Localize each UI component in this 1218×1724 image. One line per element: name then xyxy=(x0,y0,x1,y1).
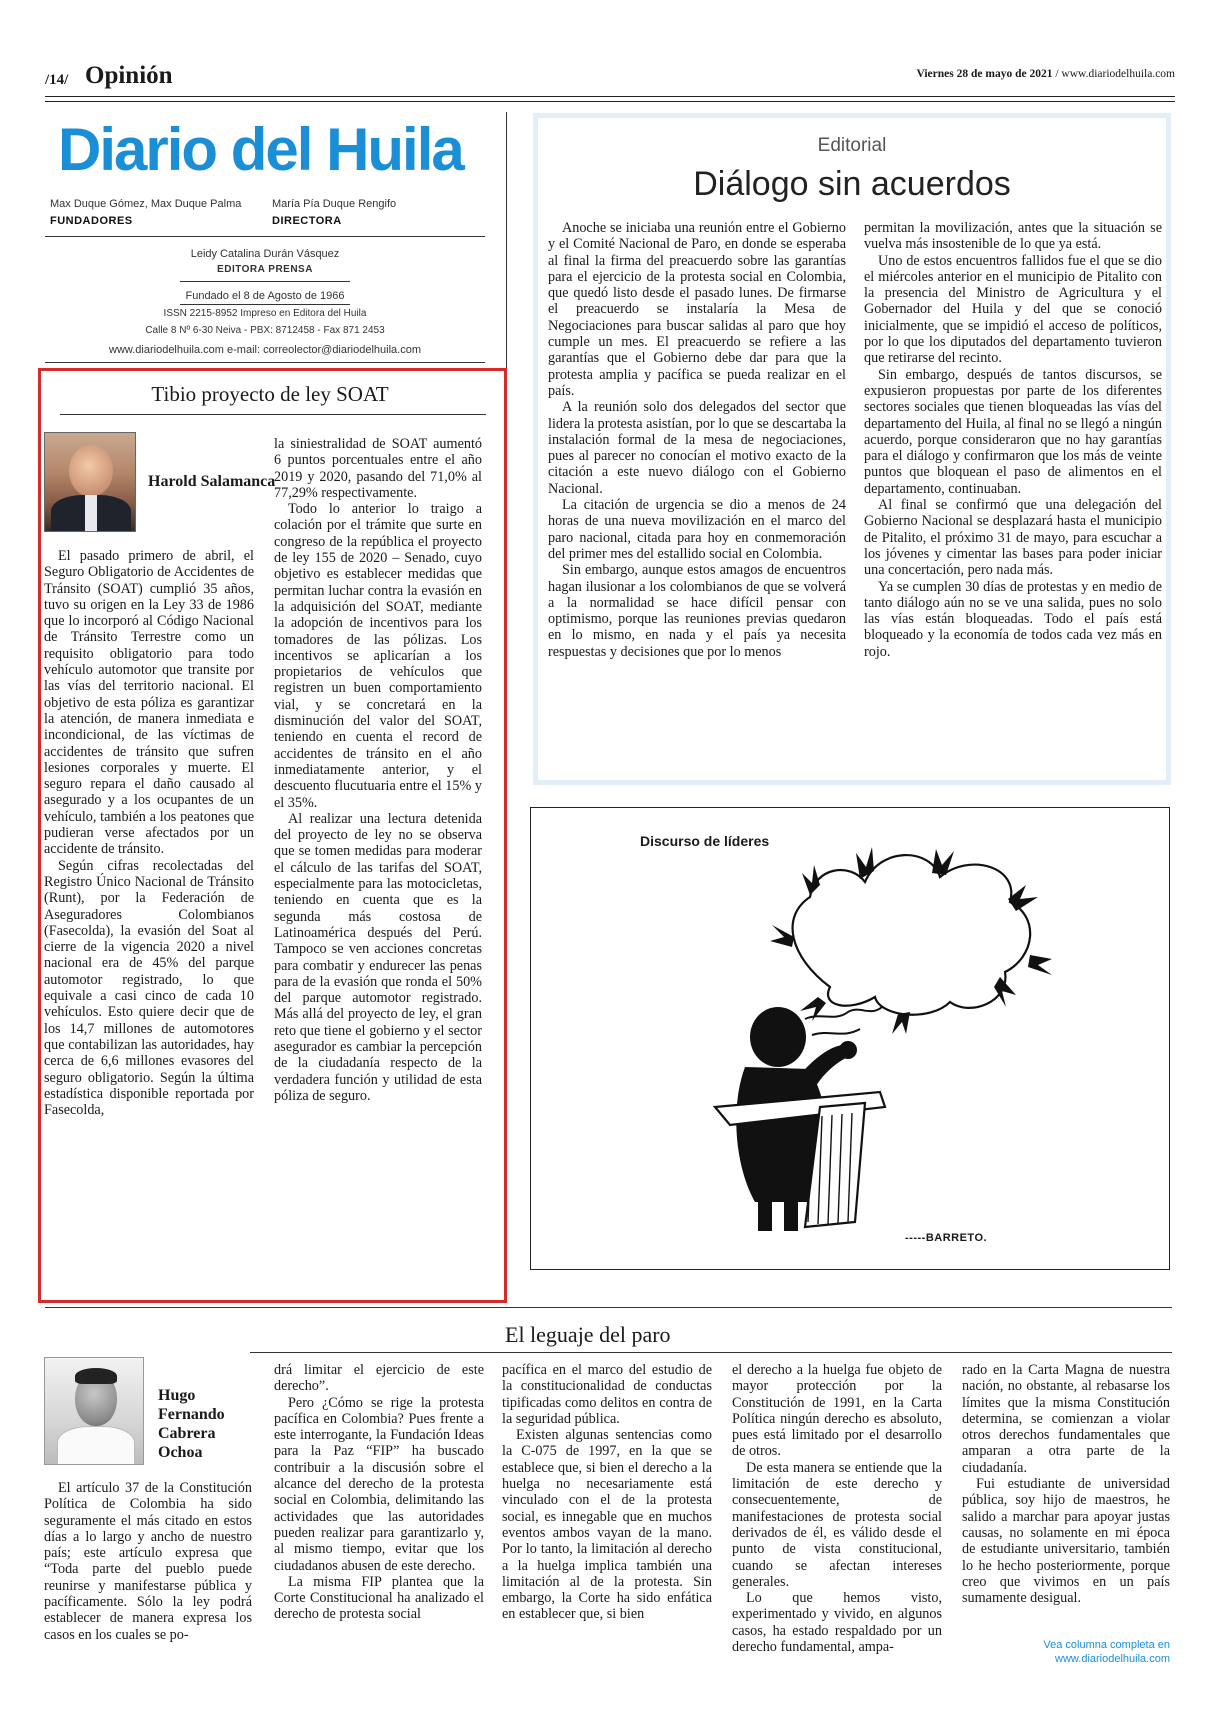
cartoon-title: Discurso de líderes xyxy=(640,833,770,849)
bottom-text-col2: drá limitar el ejercicio de este derecho”. Pero ¿Cómo se rige la protesta pacífica en Colombia? Pues frente a este interrogante, la Fundación Ideas para la Paz “FIP” ha buscado contribuir a la discusión sobre el alcance del derecho de la protesta social en Colombia, delimitando las actividades que las autoridades pueden realizar para garantizarlo y, al mismo tiempo, evitar que los ciudadanos abusen de este derecho. La misma FIP plantea que la Corte Constitucional ha analizado el derecho de protesta social xyxy=(274,1362,484,1623)
cartoon-drawing xyxy=(530,807,1170,1270)
founders-role: FUNDADORES xyxy=(50,215,133,227)
section-title: Opinión xyxy=(85,62,173,89)
column-text-col1: El pasado primero de abril, el Seguro Obligatorio de Accidentes de Tránsito (SOAT) cumplió 35 años, tuvo su origen en la Ley 33 de 1986 que lo incorporó al Código Nacional de Tránsito Terrestre como un requisito obligatorio para todo vehículo automotor que transite por las vías del territorio nacional. El objetivo de esta póliza es garantizar la atención, de manera inmediata e incondicional, de las víctimas de accidentes de tránsito que sufren lesiones corporales y muerte. El seguro repara el daño causado al asegurado y a los ocupantes de un vehículo, también a los peatones que pudieran verse afectados por un accidente de tránsito. Según cifras recolectadas del Registro Único Nacional de Tránsito (Runt), por la Federación de Aseguradores Colombianos (Fasecolda), la evasión del Soat al cierre de la vigencia 2020 a nivel nacional era de 45% del parque automotor registrado, lo que equivale a casi cinco de cada 10 vehículos. Esto quiere decir que de los 14,7 millones de automotores que contabilizan las autoridades, hay cerca de 6,6 millones evasores del seguro obligatorio. Según la última estadística disponible reportada por Fasecolda, xyxy=(44,548,254,1119)
editorial-title: Diálogo sin acuerdos xyxy=(693,165,1011,203)
editor-role: EDITORA PRENSA xyxy=(217,264,313,275)
author-photo-bw xyxy=(44,1357,144,1465)
issn: ISSN 2215-8952 Impreso en Editora del Huila xyxy=(163,308,367,319)
director-role: DIRECTORA xyxy=(272,215,342,227)
bottom-author: Hugo Fernando Cabrera Ochoa xyxy=(158,1387,225,1461)
cartoon-signature: -----BARRETO. xyxy=(905,1232,988,1244)
full-column-link[interactable]: Vea columna completa en www.diariodelhuila.com xyxy=(1043,1639,1170,1665)
editor-rule xyxy=(180,281,350,282)
director-name: María Pía Duque Rengifo xyxy=(272,198,397,210)
bottom-text-col3: pacífica en el marco del estudio de la constitucionalidad de conductas tipificadas como delitos en contra de la seguridad pública. Existen algunas sentencias como la C-075 de 1997, en la que se establece que, si bien el derecho a la huelga no necesariamente está vinculado con el de la protesta social, es innegable que en muchos eventos ambos vayan de la mano. Por lo tanto, la limitación al derecho a la huelga implica también una limitación al de la protesta. Sin embargo, la Corte ha sido enfática en establecer que, si bien xyxy=(502,1362,712,1623)
founders-names: Max Duque Gómez, Max Duque Palma xyxy=(50,198,242,210)
editorial-kicker: Editorial xyxy=(817,135,887,156)
bottom-text-col4: el derecho a la huelga fue objeto de mayor protección por la Constitución de 1991, en la Carta Política ningún derecho es absoluto, pues está limitado por el desarrollo de otros. De esta manera se entiende que la limitación de este derecho y consecuentemente, de manifestaciones de protesta social derivados de él, es válido desde el punto de vista constitucional, cuando se afectan intereses generales. Lo que hemos visto, experimentado y vivido, en algunos casos, ha estado respaldado por un derecho fundamental, ampa- xyxy=(732,1362,942,1656)
page-number: /14/ xyxy=(45,72,69,88)
column-title: Tibio proyecto de ley SOAT xyxy=(151,382,389,406)
bottom-text-col5: rado en la Carta Magna de nuestra nación, no obstante, al rebasarse los límites que la misma Constitución determina, se comienzan a violar otros derechos fundamentales que amparan a otra parte de la ciudadanía. Fui estudiante de universidad pública, soy hijo de maestros, he salido a marchar para apoyar justas causas, no solamente en mi época de estudiante universitario, también lo he hecho posteriormente, porque creo que vivimos en un país sumamente desigual. xyxy=(962,1362,1170,1607)
website-link[interactable]: www.diariodelhuila.com xyxy=(1061,68,1175,80)
dateline: Viernes 28 de mayo de 2021 / www.diariodelhuila.com xyxy=(916,68,1175,80)
bottom-text-col1: El artículo 37 de la Constitución Política de Colombia ha sido seguramente el más citado en estos días a lo largo y ancho de nuestro país; este artículo expresa que “Toda parte del pueblo puede reunirse y manifestarse pública y pacíficamente. Sólo la ley podrá establecer de manera expresa los casos en los cuales se po- xyxy=(44,1480,252,1643)
masthead-bottom-rule xyxy=(45,362,485,363)
column-author: Harold Salamanca xyxy=(148,473,276,490)
page-header xyxy=(45,62,1175,96)
column-title-rule xyxy=(60,414,486,415)
bottom-section-rule xyxy=(45,1307,1172,1308)
founded-date: Fundado el 8 de Agosto de 1966 xyxy=(185,290,345,302)
masthead-rule xyxy=(45,236,485,237)
editor-name: Leidy Catalina Durán Vásquez xyxy=(190,248,340,260)
author-photo xyxy=(44,432,136,532)
founded-rule xyxy=(180,304,350,305)
editorial-text-col2: permitan la movilización, antes que la situación se vuelva más insostenible de lo que ya está. Uno de estos encuentros fallidos fue el que se dio el miércoles anterior en el municipio de Pitalito con la presencia del Ministro de Agricultura y el Gobernador del Huila y del que se conoció inicialmente, que se impidió el acceso de políticos, por lo que los diputados del departamento tuvieron que retirarse del recinto. Sin embargo, después de tantos discursos, se expusieron propuestas por parte de los diferentes sectores sociales que tienen bloqueadas las vías del departamento del Huila, al final no se llegó a ningún acuerdo, porque consideraron que no hay garantías para el diálogo y confirmaron que los más de veinte puntos que bloquean el paso de alimentos en el departamento, continuaban. Al final se confirmó que una delegación del Gobierno Nacional se desplazará hasta el municipio de Pitalito, el próximo 31 de mayo, para escuchar a los jóvenes y cimentar las bases para poder iniciar una concertación, pero nada más. Ya se cumplen 30 días de protestas y en medio de tanto diálogo aún no se ve una salida, pues no solo las vías están bloqueadas. Todo el país está bloqueado y la economía de todos cada vez más en rojo. xyxy=(864,220,1162,660)
web-email[interactable]: www.diariodelhuila.com e-mail: correolector@diariodelhuila.com xyxy=(109,344,421,356)
date: Viernes 28 de mayo de 2021 xyxy=(916,68,1053,80)
bottom-article-title: El leguaje del paro xyxy=(505,1322,671,1347)
address: Calle 8 Nº 6-30 Neiva - PBX: 8712458 - Fax 871 2453 xyxy=(145,325,385,336)
column-text-col2: la siniestralidad de SOAT aumentó 6 puntos porcentuales entre el año 2019 y 2020, pasando del 71,0% al 77,29% respectivamente. Todo lo anterior lo traigo a colación por el trámite que surte en congreso de la república el proyecto de ley 155 de 2020 – Senado, cuyo objetivo es establecer medidas que permitan luchar contra la evasión en la adquisición del SOAT, mediante la adopción de incentivos para los tomadores de las pólizas. Los incentivos se aplicarían a los propietarios de vehículos que registren un buen comportamiento vial, y se concretará en la disminución del valor del SOAT, teniendo en cuenta el record de accidentes de tránsito en el año inmediatamente anterior, y el descuento flucutuaria entre el 15% y el 35%. Al realizar una lectura detenida del proyecto de ley no se observa que se tomen medidas para moderar el cálculo de las tarifas del SOAT, especialmente para las motocicletas, teniendo en cuenta que es la segunda más costosa de Latinoamérica después del Perú. Tampoco se ven acciones concretas para combatir y endurecer las penas para de la evasión que ronda el 50% del parque automotor registrado. Más allá del proyecto de ley, el gran reto que tiene el gobierno y el sector asegurador es cambiar la percepción de la ciudadanía respecto de la verdadera función y utilidad de esta póliza de seguro. xyxy=(274,436,482,1104)
newspaper-logo: Diario del Huila xyxy=(58,116,463,183)
editorial-text-col1: Anoche se iniciaba una reunión entre el Gobierno y el Comité Nacional de Paro, en donde se esperaba al final la firma del preacuerdo sobre las garantías para el ejercicio de la protesta social en Colombia, que quedó listo desde el pasado lunes. De firmarse el preacuerdo se instalaría la Mesa de Negociaciones para buscar salidas al paro que hoy cumple un mes. El preacuerdo se refiere a las garantías que el Gobierno debe dar para que la protesta amplia y pacífica se pueda realizar en el país. A la reunión solo dos delegados del sector que lidera la protesta asistían, por lo que se descartaba la instalación formal de la mesa de negociaciones, pues al parecer no conocían el motivo exacto de la citación a este nuevo diálogo con el Gobierno Nacional. La citación de urgencia se dio a menos de 24 horas de una nueva movilización en el marco del paro nacional, citada para hoy en conmemoración del primer mes del estallido social en Colombia. Sin embargo, aunque estos amagos de encuentros hagan ilusionar a los colombianos de que se volverá a la normalidad se hace difícil pensar con optimismo, porque las reuniones previas quedaron en lo mismo, en nada y el país ya necesita respuestas y decisiones que por lo menos xyxy=(548,220,846,660)
bottom-title-rule xyxy=(250,1352,1172,1353)
header-rule xyxy=(45,96,1175,102)
